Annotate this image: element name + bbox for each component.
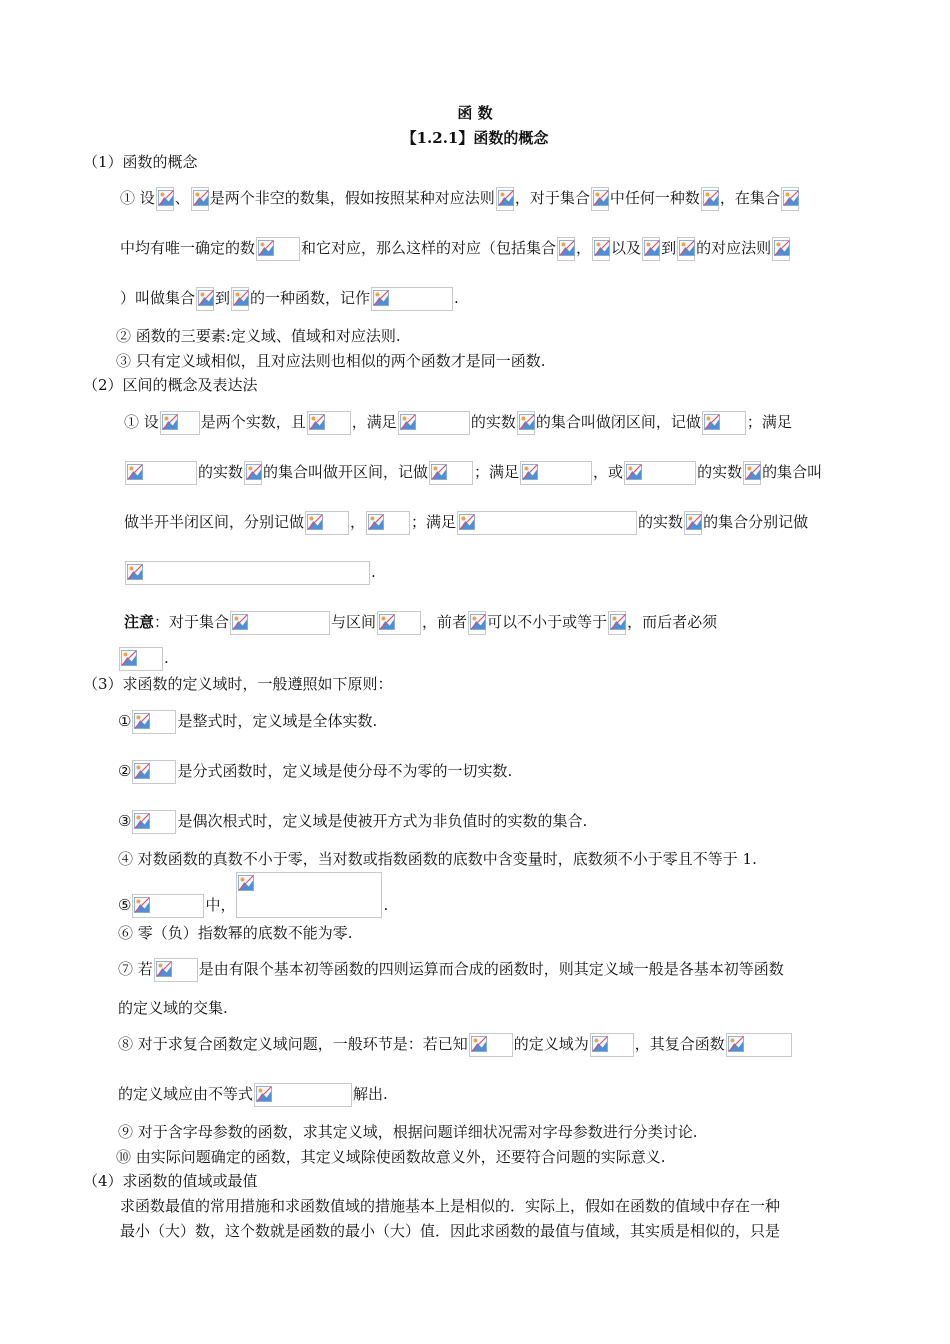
s3-rule5 [118,872,388,918]
text: 的集合叫做开区间，记做 [263,463,429,481]
text: 、 [174,189,190,207]
text: ，而后者必须 [627,613,718,631]
s3-rule8 [118,1033,793,1057]
text: ， [350,513,366,531]
text: ① 设 [120,189,155,207]
text: 的定义域应由不等式 [118,1085,254,1103]
formula-image [132,710,176,734]
text: 以及 [611,239,642,257]
text: 的实数 [198,463,244,481]
text: 的集合叫做闭区间，记做 [535,413,701,431]
formula-image [520,461,592,485]
formula-image [429,461,473,485]
formula-image [469,1033,513,1057]
text: ，对于集合 [514,189,590,207]
formula-image [457,511,637,535]
s2-line3 [124,511,808,535]
formula-image [254,1083,352,1107]
text: ）叫做集合 [120,289,196,307]
text: 的实数 [638,513,684,531]
s2-line4 [124,561,376,585]
formula-image [366,511,410,535]
formula-image [496,187,514,211]
text: 可以不小于或等于 [487,613,608,631]
s2-line2 [124,461,822,485]
s2-note [124,611,717,635]
s3-rule2 [118,760,512,784]
text: 的实数 [470,413,516,431]
s3-rule1 [118,710,377,734]
formula-image [624,461,696,485]
formula-image [371,287,453,311]
formula-image [256,237,300,261]
formula-image [305,511,349,535]
formula-image [160,411,200,435]
text: 到 [661,239,677,257]
s3-rule10: ⑩ 由实际问题确定的函数，其定义域除使函数故意义外，还要符合问题的实际意义. [116,1148,666,1166]
text: 的集合分别记做 [703,513,809,531]
formula-image [702,411,746,435]
text: . [383,896,389,914]
formula-image [156,187,174,211]
text: 是整式时，定义域是全体实数. [177,712,378,730]
formula-image [591,187,609,211]
s4-para-line1: 求函数最值的常用措施和求函数值域的措施基本上是相似的．实际上，假如在函数的值域中存在一种 [120,1197,781,1215]
s2-line1 [124,411,792,435]
formula-image [132,894,204,918]
text: ② [118,762,132,780]
text: 的对应法则 [696,239,772,257]
text: 和它对应，那么这样的对应（包括集合 [301,239,557,257]
text: . [371,563,376,581]
text: ，或 [593,463,624,481]
text: . [454,289,459,307]
text: 中任何一种数 [609,189,700,207]
page-title: 函 数 [457,104,493,122]
formula-image [772,237,790,261]
text: ，其复合函数 [634,1035,725,1053]
note-label: 注意 [124,613,155,631]
text: 的实数 [697,463,743,481]
text: ① 设 [124,413,159,431]
text: . [164,649,169,667]
text: 的一种函数，记作 [250,289,371,307]
formula-image [517,411,535,435]
formula-image [196,287,214,311]
formula-image [307,411,351,435]
text: ；满足 [411,513,457,531]
section-3-heading: （3）求函数的定义域时，一般遵照如下原则： [83,675,393,693]
formula-image [125,561,370,585]
text: ，前者 [422,613,468,631]
formula-image [132,760,176,784]
formula-image [743,461,761,485]
section-4-heading: （4）求函数的值域或最值 [83,1172,258,1190]
text: ：对于集合 [154,613,230,631]
formula-image [592,237,610,261]
s1-line4: ② 函数的三要素:定义域、值域和对应法则. [116,327,401,345]
text: 的定义域为 [513,1035,589,1053]
s3-rule7-cont: 的定义域的交集. [118,999,228,1017]
formula-image [468,611,486,635]
s1-line3 [120,287,459,311]
text: 解出. [353,1085,388,1103]
formula-image [677,237,695,261]
formula-image [231,287,249,311]
s3-rule7 [118,958,784,982]
text: ；满足 [746,413,792,431]
formula-image [377,611,421,635]
formula-image [398,411,470,435]
section-1-heading: （1）函数的概念 [83,153,198,171]
text: ① [118,712,132,730]
text: 是偶次根式时，定义域是使被开方式为非负值时的实数的集合. [177,812,588,830]
text: 中均有唯一确定的数 [120,239,256,257]
s3-rule3 [118,810,587,834]
formula-image [244,461,262,485]
text: ，满足 [351,413,397,431]
text: 是分式函数时，定义域是使分母不为零的一切实数. [177,762,513,780]
s3-rule4: ④ 对数函数的真数不小于零，当对数或指数函数的底数中含变量时，底数须不小于零且不等于 1. [118,850,757,868]
formula-image [642,237,660,261]
s3-rule6: ⑥ 零（负）指数幂的底数不能为零. [118,924,353,942]
section-2-heading: （2）区间的概念及表达法 [83,376,258,394]
formula-image [125,461,197,485]
text: ③ [118,812,132,830]
text: 做半开半闭区间，分别记做 [124,513,305,531]
formula-image [726,1033,792,1057]
s1-line1 [120,187,800,211]
s2-note-cont [118,647,169,671]
text: ，在集合 [719,189,780,207]
text: ⑦ 若 [118,960,153,978]
formula-image [119,647,163,671]
text: ⑧ 对于求复合函数定义域问题，一般环节是：若已知 [118,1035,468,1053]
s3-rule8-cont [118,1083,388,1107]
formula-image [590,1033,634,1057]
s4-para-line2: 最小（大）数，这个数就是函数的最小（大）值．因此求函数的最值与值域，其实质是相似的，只是 [120,1222,781,1240]
section-title: 【1.2.1】函数的概念 [401,129,549,147]
text: ；满足 [474,463,520,481]
s1-line5: ③ 只有定义域相似，且对应法则也相似的两个函数才是同一函数. [116,352,546,370]
formula-image [236,872,382,918]
text: ⑤ [118,896,132,914]
formula-image [230,611,330,635]
formula-image [132,810,176,834]
formula-image [557,237,575,261]
text: 中， [205,896,236,914]
s1-line2 [120,237,791,261]
text: 的集合叫 [762,463,823,481]
formula-image [684,511,702,535]
text: 与区间 [331,613,377,631]
formula-image [701,187,719,211]
formula-image [191,187,209,211]
formula-image [781,187,799,211]
text: ， [576,239,592,257]
text: 是两个实数，且 [200,413,306,431]
formula-image [608,611,626,635]
formula-image [154,958,198,982]
text: 到 [215,289,231,307]
text: 是由有限个基本初等函数的四则运算而合成的函数时，则其定义域一般是各基本初等函数 [198,960,784,978]
text: 是两个非空的数集，假如按照某种对应法则 [209,189,495,207]
s3-rule9: ⑨ 对于含字母参数的函数，求其定义域，根据问题详细状况需对字母参数进行分类讨论. [118,1123,698,1141]
